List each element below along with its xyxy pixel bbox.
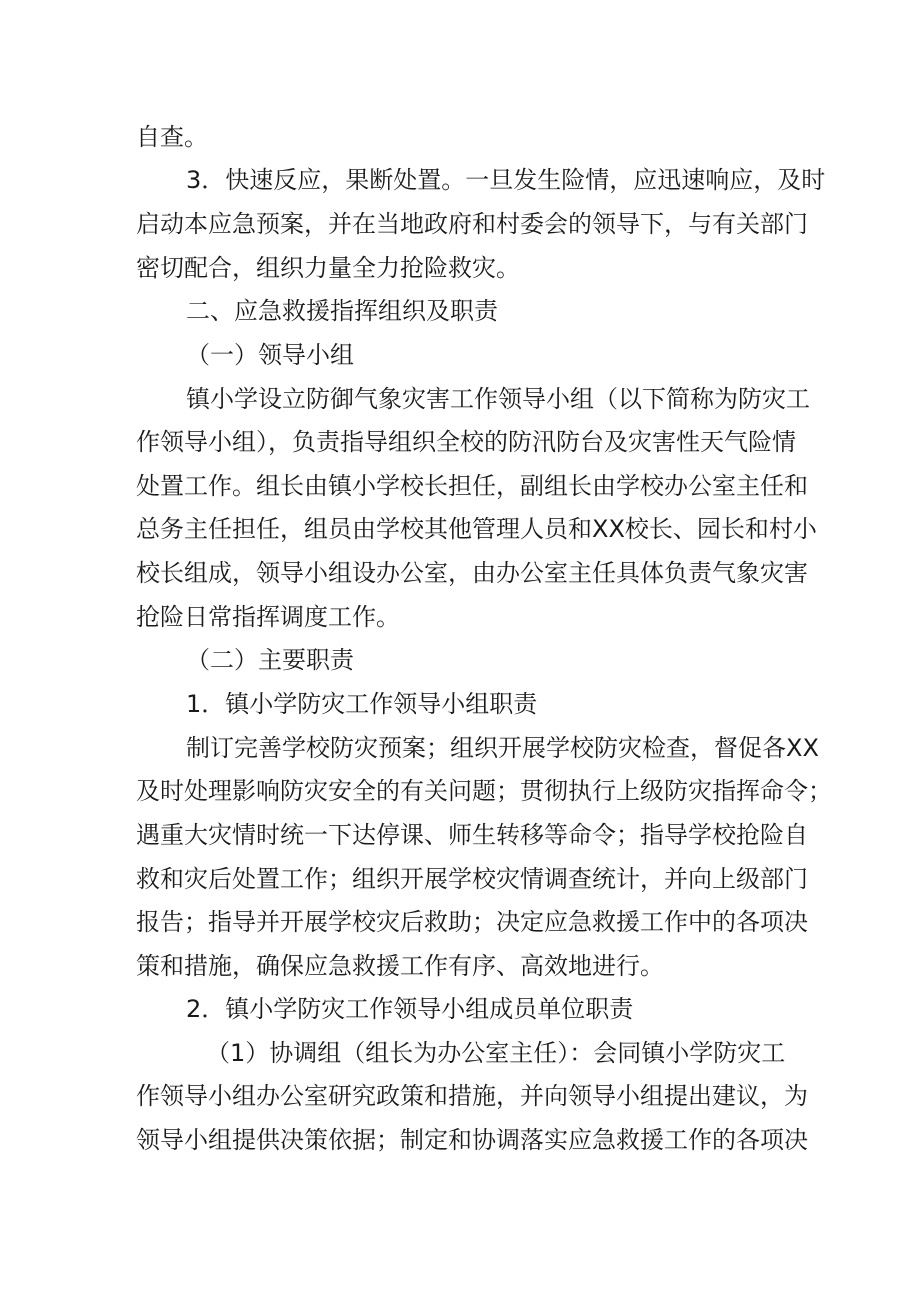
subsection-heading-2: （二）主要职责 [186,646,354,674]
text-line-3: 启动本应急预案，并在当地政府和村委会的领导下，与有关部门 [136,210,808,238]
text-line-15: 制订完善学校防灾预案；组织开展学校防灾检查，督促各XX [186,734,819,762]
text-line-22: （1）协调组（组长为办公室主任）：会同镇小学防灾工 [206,1039,786,1067]
text-line-23: 作领导小组办公室研究政策和措施，并向领导小组提出建议，为 [136,1082,808,1110]
text-line-17: 遇重大灾情时统一下达停课、师生转移等命令；指导学校抢险自 [136,821,808,849]
text-line-16: 及时处理影响防灾安全的有关问题；贯彻执行上级防灾指挥命令； [136,777,832,805]
text-line-7: 镇小学设立防御气象灾害工作领导小组（以下简称为防灾工 [186,385,810,413]
text-line-24: 领导小组提供决策依据；制定和协调落实应急救援工作的各项决 [136,1126,808,1154]
item-heading-1: 1．镇小学防灾工作领导小组职责 [186,690,538,718]
subsection-heading-1: （一）领导小组 [186,341,354,369]
item-heading-2: 2．镇小学防灾工作领导小组成员单位职责 [186,995,634,1023]
text-line-2: 3．快速反应，果断处置。一旦发生险情，应迅速响应，及时 [186,166,826,194]
text-line-8: 作领导小组），负责指导组织全校的防汛防台及灾害性天气险情 [136,428,796,456]
text-line-1: 自查。 [136,123,208,151]
section-heading: 二、应急救援指挥组织及职责 [186,297,498,325]
text-line-10: 总务主任担任，组员由学校其他管理人员和XX校长、园长和村小 [136,515,817,543]
text-line-20: 策和措施，确保应急救援工作有序、高效地进行。 [136,952,664,980]
text-line-18: 救和灾后处置工作；组织开展学校灾情调查统计，并向上级部门 [136,865,808,893]
text-line-4: 密切配合，组织力量全力抢险救灾。 [136,254,520,282]
text-line-9: 处置工作。组长由镇小学校长担任，副组长由学校办公室主任和 [136,472,808,500]
text-line-19: 报告；指导并开展学校灾后救助；决定应急救援工作中的各项决 [136,908,808,936]
text-line-12: 抢险日常指挥调度工作。 [136,603,400,631]
text-line-11: 校长组成，领导小组设办公室，由办公室主任具体负责气象灾害 [136,559,808,587]
